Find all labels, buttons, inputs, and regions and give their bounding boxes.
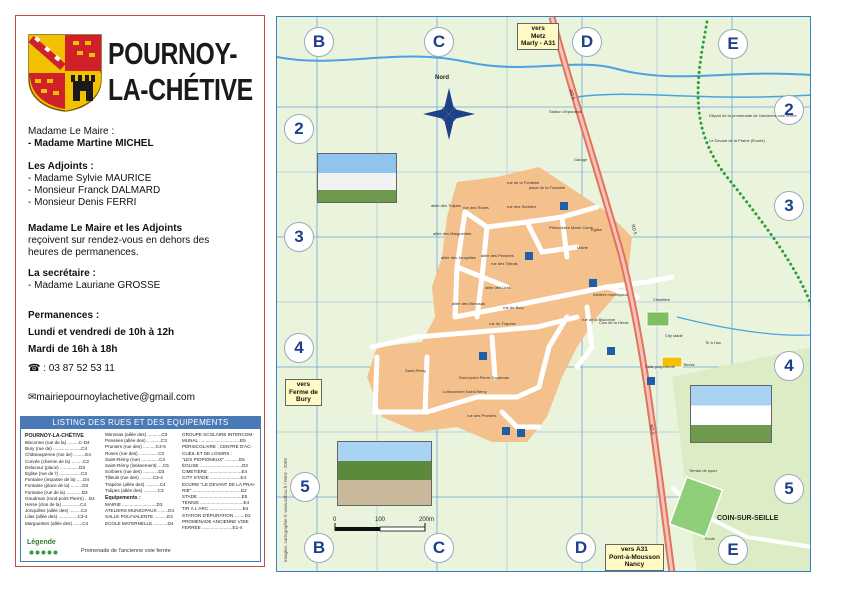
listing-entry: POURNOY-LA-CHÉTIVE: [25, 433, 84, 439]
scale-label: 200m: [419, 517, 435, 523]
map-place-label: allée des Pensées: [481, 253, 514, 258]
map-place-label: Ecole: [705, 536, 716, 541]
listing-entry: Delacour (place) ...............D3: [25, 464, 85, 470]
secretaire-heading: La secrétaire :: [28, 268, 96, 279]
maire-block: [28, 126, 154, 150]
secretaire-block: [28, 268, 160, 292]
listing-entry: Tilleuls (rue des) ..........C3-4: [105, 475, 163, 481]
listing-entry: ECURIE "LE DEVANT DE LA PRAI-: [182, 481, 256, 487]
map-place-label: allée des Mimosas: [452, 301, 486, 306]
listing-entry: STADE ..................................E5: [182, 494, 248, 500]
map-place-label: City stade: [665, 333, 683, 338]
map-place-label: rue de Bury: [503, 305, 524, 310]
listing-entry: Equipements :: [105, 495, 141, 502]
map-place-label: Eglise: [591, 227, 602, 232]
listing-entry: CUEIL ET DE LOISIRS :: [182, 450, 233, 456]
listing-entry: RIE" ......................................E2: [182, 487, 247, 493]
map-place-label: Station d'épuration: [549, 109, 583, 114]
listing-entry: Fontaine (rue de la) ............D3: [25, 489, 88, 495]
legend-title: Légende: [27, 539, 56, 546]
rdv-line: heures de permanences.: [28, 247, 139, 258]
listing-entry: Jonquilles (allée des) .........C3: [25, 508, 87, 514]
rdv-line: reçoivent sur rendez-vous en dehors des: [28, 235, 210, 246]
town-name: [108, 36, 253, 108]
grid-row-label: 3: [774, 191, 804, 221]
road-label: RD 5: [648, 424, 656, 435]
photo-school: [690, 385, 772, 443]
grid-row-label: 2: [774, 95, 804, 125]
map-place-label: rue des Pruniers: [467, 413, 497, 418]
map-place-label: Lotissement Saint-Rémy: [443, 389, 487, 394]
listing-entry: Pensées (allée des) ...........C3: [105, 438, 167, 444]
listing-entry: "LES PIOPIONEUX" ...........E5: [182, 456, 245, 462]
adjoint-name: - Monsieur Denis FERRI: [28, 197, 137, 208]
listing-entry: Bury (rue de) ......................C4: [25, 446, 88, 452]
listing-entry: FERRÉE ........................E1-4: [182, 525, 243, 531]
maire-heading: Madame Le Maire :: [28, 126, 115, 137]
map-place-label: rue du Trapèze: [489, 321, 516, 326]
grid-column-label: B: [304, 533, 334, 563]
map-place-label: allée des Tulipes: [431, 203, 461, 208]
map-place-label: Départ de la promenade de l'ancienne voie ferrée: [709, 113, 797, 118]
grid-row-label: 5: [774, 474, 804, 504]
envelope-icon: ✉: [28, 392, 37, 403]
river: [277, 57, 811, 77]
listing-entry: ECOLE MATERNELLE ...........D4: [105, 520, 174, 526]
coat-of-arms-icon: [25, 31, 105, 113]
listing-entry: GROUPE SCOLAIRE INTERCOM-: [182, 432, 254, 437]
listing-entry: Mimosas (allée des) ...........C3: [105, 432, 168, 437]
map-place-label: Ateliers municipaux: [593, 292, 628, 297]
map-place-label: allée des Jonquilles: [441, 255, 476, 260]
listing-entry: Saint-Rémy (lotissement) ....C5: [105, 463, 169, 469]
listing-entry: TIR À L'ARC ..........................E4: [182, 506, 249, 512]
listing-entry: Lilas (allée des) ...............C3-4: [25, 514, 88, 520]
scale-label: 0: [333, 517, 337, 523]
north-label: Nord: [435, 75, 449, 81]
compass-rose-icon: [423, 88, 475, 140]
listing-entry: MUNAL ................................E5: [182, 438, 246, 444]
listing-entry: Saint-Rémy (rue) ..............C4: [105, 456, 165, 462]
permanences-block: [28, 307, 174, 358]
listing-entry: Herse (clos de la) ..............C4: [25, 502, 87, 508]
listing-entry: PROMENADE ANCIENNE VOIE: [182, 518, 249, 524]
photo-church-square: [337, 441, 432, 506]
adjoints-heading: Les Adjoints :: [28, 161, 94, 172]
grid-column-label: C: [424, 533, 454, 563]
map-place-label: Tennis: [683, 362, 695, 367]
greenway-path: [698, 22, 811, 307]
map-place-label: allée des Lilas: [485, 285, 511, 290]
grid-column-label: B: [304, 27, 334, 57]
adjoint-name: - Monsieur Franck DALMARD: [28, 185, 161, 196]
listing-entry: Châteaupenne (rue de) .........E4: [25, 452, 91, 458]
map-place-label: Rond-point Pierre Goudman: [459, 375, 510, 380]
adjoint-name: - Madame Sylvie MAURICE: [28, 173, 152, 184]
permanence-line: Lundi et vendredi de 10h à 12h: [28, 327, 175, 338]
grid-column-label: D: [572, 27, 602, 57]
direction-badge-nancy: vers A31 Pont-à-Mousson Nancy: [605, 544, 664, 571]
listing-entry: Bisconne (rue de la) .........C-D4: [25, 440, 90, 445]
map-place-label: rue de la Bisconne: [582, 317, 616, 322]
map-place-label: rue des Tilleuls: [491, 261, 518, 266]
map-place-label: place de la Fontaine: [529, 185, 566, 190]
phone-line: [28, 363, 115, 375]
map-place-label: rue des Sorbiers: [507, 204, 537, 209]
road-label: RD 5: [568, 88, 577, 101]
road-label: RD 5: [630, 223, 638, 236]
map-place-label: Le Devant de la Prairie (Écurie): [709, 138, 765, 143]
listing-entry: PÉRISCOLAIRE : CENTRE D'AC-: [182, 444, 253, 450]
map-place-label: Terrain de sport: [689, 468, 717, 473]
maire-name: - Madame Martine MICHEL: [28, 138, 154, 149]
grid-row-label: 2: [284, 114, 314, 144]
listing-entry: Roses (rue des) ...............C3: [105, 450, 164, 456]
listing-entry: MAIRIE ...........................D3: [105, 502, 163, 508]
map-place-label: allée des Marguerites: [433, 231, 472, 236]
listing-entry: Corvée (chemin de la) .........C3: [25, 458, 89, 464]
village-map[interactable]: [276, 16, 811, 572]
map-credit: Imagine, cartographie © www.adbox.fr / Metz - 2009: [283, 458, 288, 562]
stream: [577, 94, 811, 97]
email-address[interactable]: mairiepournoylachetive@gmail.com: [36, 392, 195, 403]
listing-entry: Fontaine (place de la) .........D3: [25, 483, 89, 489]
email-line[interactable]: [28, 392, 195, 404]
listing-column: [25, 432, 95, 527]
grid-row-label: 4: [284, 333, 314, 363]
permanence-line: Mardi de 16h à 18h: [28, 344, 118, 355]
listing-entry: STATION D'ÉPURATION ........D2: [182, 512, 251, 518]
map-place-label: rue de la Fontaine: [507, 180, 540, 185]
listing-entry: Tulipes (allée des) ...........C3: [105, 487, 164, 493]
map-place-label: rue des Roses: [463, 205, 489, 210]
adjoints-block: [28, 161, 160, 209]
listing-entry: CIMETIÈRE ..........................E4: [182, 469, 248, 475]
grid-row-label: 3: [284, 222, 314, 252]
scale-bar: [335, 523, 425, 531]
listing-entry: SALLE POLYVALENTE ..........E4: [105, 514, 173, 520]
listing-column: [182, 432, 255, 531]
listing-entry: TENNIS ..................................E4: [182, 500, 250, 506]
listing-entry: Sorbiers (rue des) ............D3: [105, 469, 165, 475]
phone-number: : 03 87 52 53 11: [43, 363, 115, 374]
phone-icon: ☎: [28, 363, 44, 374]
map-place-label: Périscolaire Marie Comb: [549, 225, 593, 230]
listing-entry: Goudman (rond-point Pierre) ...D4: [25, 495, 95, 501]
listing-entry: Pruniers (rue des) ..........C4-5: [105, 444, 166, 450]
info-panel: [15, 15, 265, 567]
secretaire-name: - Madame Lauriane GROSSE: [28, 280, 161, 291]
grid-column-label: C: [424, 27, 454, 57]
listing-entry: Trapèze (allée des) ...........C4: [105, 481, 166, 487]
listing-entry: Marguerites (allée des) .......C4: [25, 520, 89, 526]
rdv-heading: Madame Le Maire et les Adjoints: [28, 223, 183, 234]
grid-column-label: E: [718, 29, 748, 59]
greenway-legend-icon: [29, 550, 59, 555]
listing-column: [105, 432, 174, 527]
street-listing: [20, 416, 261, 562]
map-place-label: Saint-Rémy: [405, 368, 426, 373]
direction-badge-metz: vers Metz Marly - A31: [517, 23, 559, 50]
stream: [677, 317, 811, 335]
listing-entry: ÉGLISE .................................D3: [182, 463, 248, 469]
permanences-heading: Permanences :: [28, 310, 100, 321]
town-name-line-1: POURNOY-: [108, 36, 238, 71]
map-place-label: Salle polyvalente: [645, 364, 676, 369]
grid-row-label: 4: [774, 351, 804, 381]
map-place-label: Mairie: [577, 245, 588, 250]
grid-column-label: D: [566, 533, 596, 563]
listing-entry: CITY STADE ........................E4: [182, 475, 247, 481]
map-place-label: Cimetière: [653, 297, 671, 302]
listing-entry: Fontaine (impasse de la) .....D4: [25, 477, 90, 483]
map-place-label: Tir à l'arc: [705, 340, 722, 345]
direction-badge-bury: vers Ferme de Bury: [285, 379, 322, 406]
rendezvous-block: [28, 223, 209, 259]
map-place-label: Garage: [574, 157, 588, 162]
map-place-label: Clos de la Herse: [599, 320, 629, 325]
listing-entry: ATELIERS MUNICIPAUX ........D4: [105, 508, 175, 514]
listing-title: LISTING DES RUES ET DES EQUIPEMENTS: [21, 417, 260, 429]
listing-entry: Eglise (rue de l') .................C3: [25, 471, 87, 477]
grid-column-label: E: [718, 535, 748, 565]
legend-label: Promenade de l'ancienne voie ferrée: [81, 548, 171, 554]
photo-mairie: [317, 153, 397, 203]
coin-sur-seille-label: COIN-SUR-SEILLE: [717, 515, 779, 522]
grid-row-label: 5: [290, 472, 320, 502]
scale-label: 100: [375, 517, 386, 523]
town-name-line-2: LA-CHÉTIVE: [108, 72, 253, 107]
